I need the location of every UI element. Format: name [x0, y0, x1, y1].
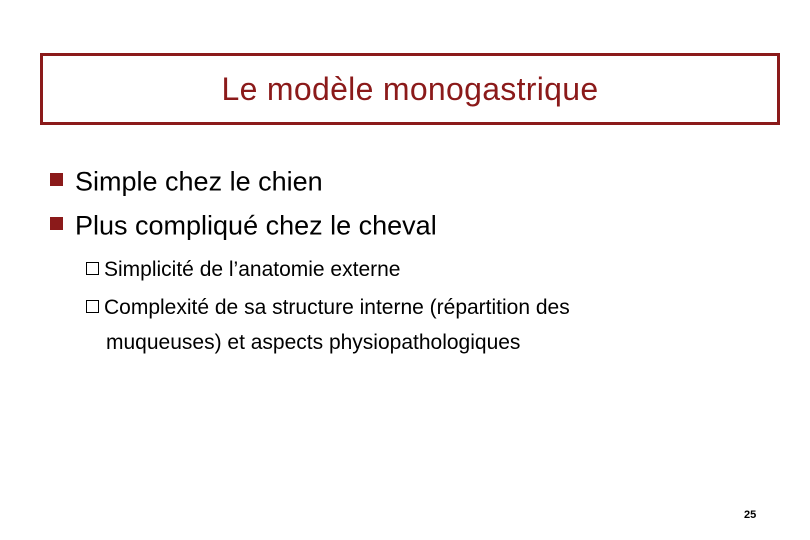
slide-title: Le modèle monogastrique — [221, 70, 599, 107]
page-number: 25 — [744, 509, 757, 521]
filled-square-icon — [50, 217, 63, 230]
subbullet-text: Simplicité de l’anatomie externe — [104, 258, 401, 281]
bullet-text: Simple chez le chien — [75, 166, 323, 197]
filled-square-icon — [50, 173, 63, 186]
bullet-text: Plus compliqué chez le cheval — [75, 210, 437, 241]
hollow-square-icon — [86, 300, 99, 313]
bullet-item — [50, 165, 323, 197]
bullet-item — [50, 209, 437, 241]
subbullet-text: Complexité de sa structure interne (répartition des — [104, 296, 570, 319]
subbullet-continuation: muqueuses) et aspects physiopathologiques — [106, 331, 521, 354]
subbullet-item — [86, 259, 400, 280]
subbullet-item — [86, 297, 570, 318]
hollow-square-icon — [86, 262, 99, 275]
